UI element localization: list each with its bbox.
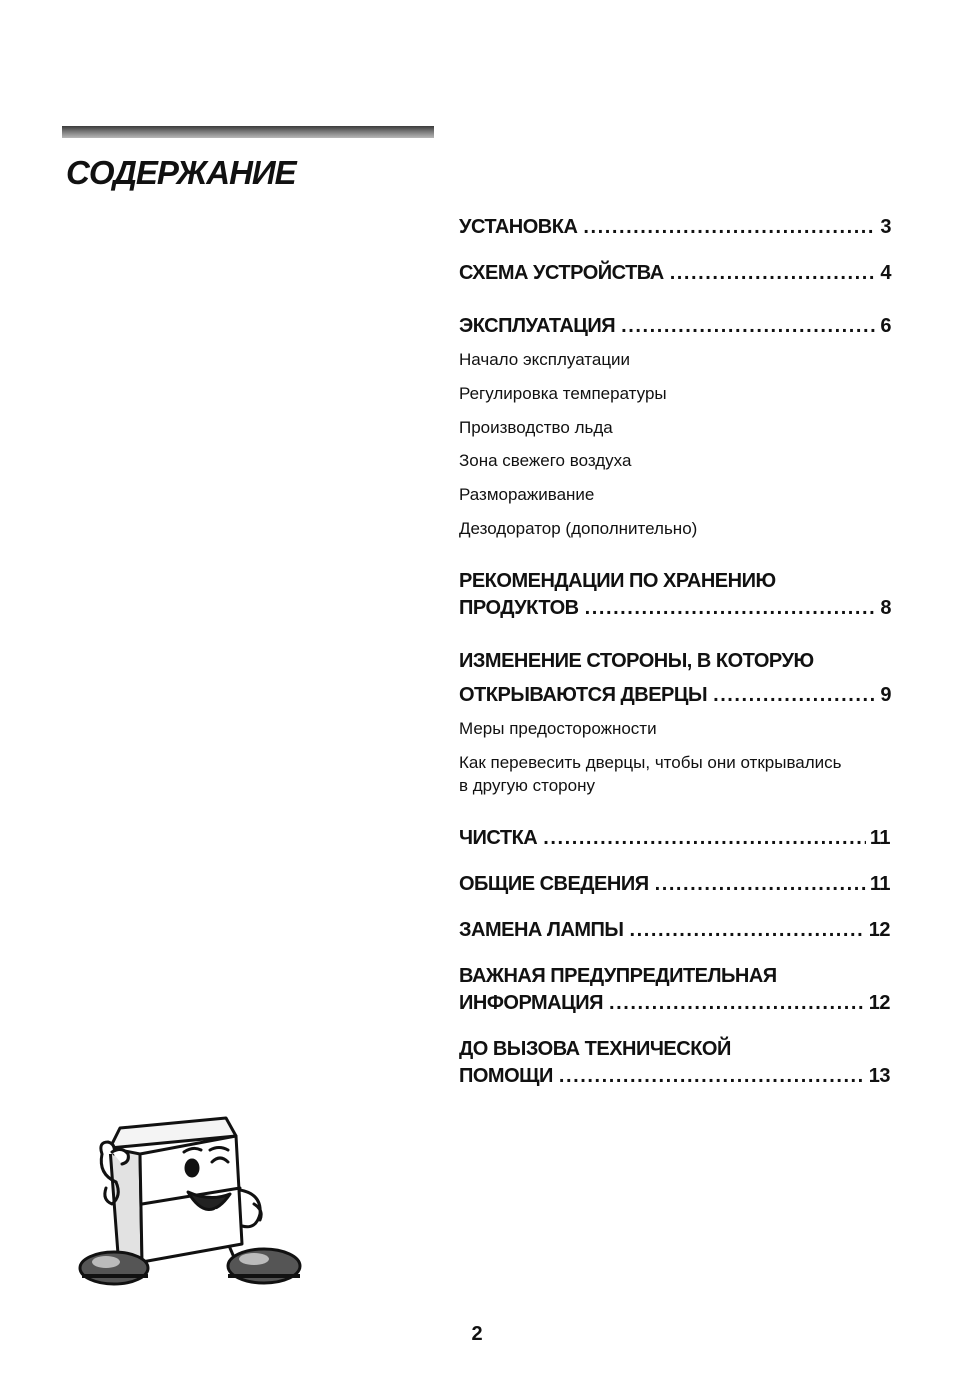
toc-entry-title: УСТАНОВКА bbox=[459, 216, 578, 238]
refrigerator-mascot-illustration bbox=[76, 1112, 304, 1288]
toc-entry-title: ПОМОЩИ bbox=[459, 1065, 553, 1087]
toc-entry-service[interactable] bbox=[459, 1065, 890, 1088]
page-title: СОДЕРЖАНИЕ bbox=[66, 154, 296, 191]
leader-dots bbox=[559, 1065, 865, 1088]
toc-entry-title: ОТКРЫВАЮТСЯ ДВЕРЦЫ bbox=[459, 684, 708, 706]
toc-subentry[interactable]: Размораживание bbox=[459, 485, 595, 504]
toc-entry-title: ОБЩИЕ СВЕДЕНИЯ bbox=[459, 873, 649, 895]
toc-entry-page: 9 bbox=[880, 684, 891, 706]
toc-entry-title: ЗАМЕНА ЛАМПЫ bbox=[459, 919, 624, 941]
toc-entry-warning[interactable] bbox=[459, 992, 890, 1015]
leader-dots bbox=[583, 216, 876, 239]
toc-entry-storage[interactable] bbox=[459, 597, 891, 620]
toc-entry-page: 12 bbox=[868, 919, 890, 941]
toc-entry-title: ПРОДУКТОВ bbox=[459, 597, 579, 619]
toc-entry-title: СХЕМА УСТРОЙСТВА bbox=[459, 262, 664, 284]
leader-dots bbox=[630, 919, 865, 942]
toc-entry-page: 11 bbox=[869, 827, 890, 849]
leader-dots bbox=[585, 597, 877, 620]
toc-subentry[interactable]: Начало эксплуатации bbox=[459, 350, 631, 369]
page-number: 2 bbox=[471, 1323, 483, 1345]
toc-entry-page: 4 bbox=[880, 262, 891, 284]
leader-dots bbox=[609, 992, 865, 1015]
toc-entry-general[interactable] bbox=[459, 873, 890, 896]
leader-dots bbox=[621, 315, 876, 338]
toc-subentry[interactable]: в другую сторону bbox=[459, 776, 595, 795]
toc-entry-door-reversal[interactable] bbox=[459, 684, 891, 707]
toc-entry-title: ЭКСПЛУАТАЦИЯ bbox=[459, 315, 616, 337]
toc-entry-page: 13 bbox=[868, 1065, 890, 1087]
toc-entry-operation[interactable] bbox=[459, 315, 891, 338]
toc-subentry[interactable]: Производство льда bbox=[459, 418, 613, 437]
toc-entry-title: ЧИСТКА bbox=[459, 827, 538, 849]
toc-entry-door-line1[interactable]: ИЗМЕНЕНИЕ СТОРОНЫ, В КОТОРУЮ bbox=[459, 650, 814, 672]
header-rule bbox=[62, 126, 434, 138]
toc-entry-diagram[interactable] bbox=[459, 262, 891, 285]
toc-entry-storage-line1[interactable]: РЕКОМЕНДАЦИИ ПО ХРАНЕНИЮ bbox=[459, 570, 776, 592]
toc-entry-page: 8 bbox=[880, 597, 891, 619]
leader-dots bbox=[655, 873, 866, 896]
toc-subentry[interactable]: Меры предосторожности bbox=[459, 719, 657, 738]
toc-subentry[interactable]: Регулировка температуры bbox=[459, 384, 667, 403]
toc-entry-page: 12 bbox=[868, 992, 890, 1014]
toc-entry-title: ИНФОРМАЦИЯ bbox=[459, 992, 603, 1014]
leader-dots bbox=[543, 827, 866, 850]
leader-dots bbox=[713, 684, 876, 707]
leader-dots bbox=[670, 262, 877, 285]
toc-entry-warning-line1[interactable]: ВАЖНАЯ ПРЕДУПРЕДИТЕЛЬНАЯ bbox=[459, 965, 777, 987]
toc-entry-page: 11 bbox=[869, 873, 890, 895]
toc-entry-service-line1[interactable]: ДО ВЫЗОВА ТЕХНИЧЕСКОЙ bbox=[459, 1038, 731, 1060]
toc-subentry[interactable]: Дезодоратор (дополнительно) bbox=[459, 519, 698, 538]
toc-entry-page: 3 bbox=[880, 216, 891, 238]
toc-entry-installation[interactable] bbox=[459, 216, 891, 239]
toc-subentry[interactable]: Зона свежего воздуха bbox=[459, 451, 632, 470]
toc-subentry[interactable]: Как перевесить дверцы, чтобы они открывались bbox=[459, 753, 842, 772]
toc-entry-cleaning[interactable] bbox=[459, 827, 890, 850]
toc-entry-lamp[interactable] bbox=[459, 919, 890, 942]
toc-entry-page: 6 bbox=[880, 315, 891, 337]
